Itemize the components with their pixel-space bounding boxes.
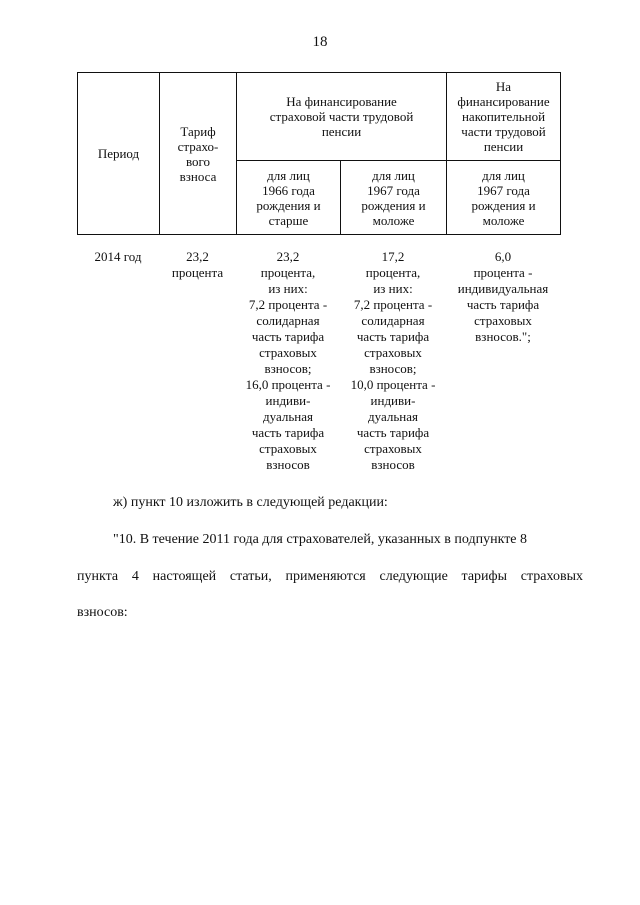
cell-1967: 17,2 процента, из них: 7,2 процента - солидарная часть тарифа страховых взносов; 10,0 процента - индиви- дуальная часть тарифа страховых взносов [350,249,436,472]
header-insurance-part: На финансирование страховой части трудовой пенсии [237,73,447,161]
cell-tariff: 23,2 процента [171,249,224,280]
paragraph-clause-10-line-2: пункта 4 настоящей статьи, применяются следующие тарифы страховых [77,569,583,584]
paragraph-amendment: ж) пункт 10 изложить в следующей редакции: [113,495,388,510]
paragraph-clause-10-line-3: взносов: [77,605,128,620]
header-funded-part: На финансирование накопительной части трудовой пенсии [447,73,561,161]
header-tariff: Тариф страхо- вого взноса [160,73,237,235]
header-born-1966-and-older: для лиц 1966 года рождения и старше [237,161,341,235]
cell-1966: 23,2 процента, из них: 7,2 процента - солидарная часть тарифа страховых взносов; 16,0 процента - индиви- дуальная часть тарифа страховых взносов [245,249,331,472]
header-funded-born-1967-and-younger: для лиц 1967 года рождения и моложе [447,161,561,235]
tariff-table [77,72,560,473]
paragraph-clause-10-line-1: "10. В течение 2011 года для страхователей, указанных в подпункте 8 [113,532,528,547]
page-number: 18 [312,34,328,50]
tariff-table-body [77,249,560,473]
cell-funded: 6,0 процента - индивидуальная часть тарифа страховых взносов."; [457,249,549,344]
table-row [77,249,560,473]
header-period: Период [78,73,160,235]
tariff-table-header [77,72,561,235]
cell-period: 2014 год [94,249,142,264]
header-born-1967-and-younger: для лиц 1967 года рождения и моложе [341,161,447,235]
